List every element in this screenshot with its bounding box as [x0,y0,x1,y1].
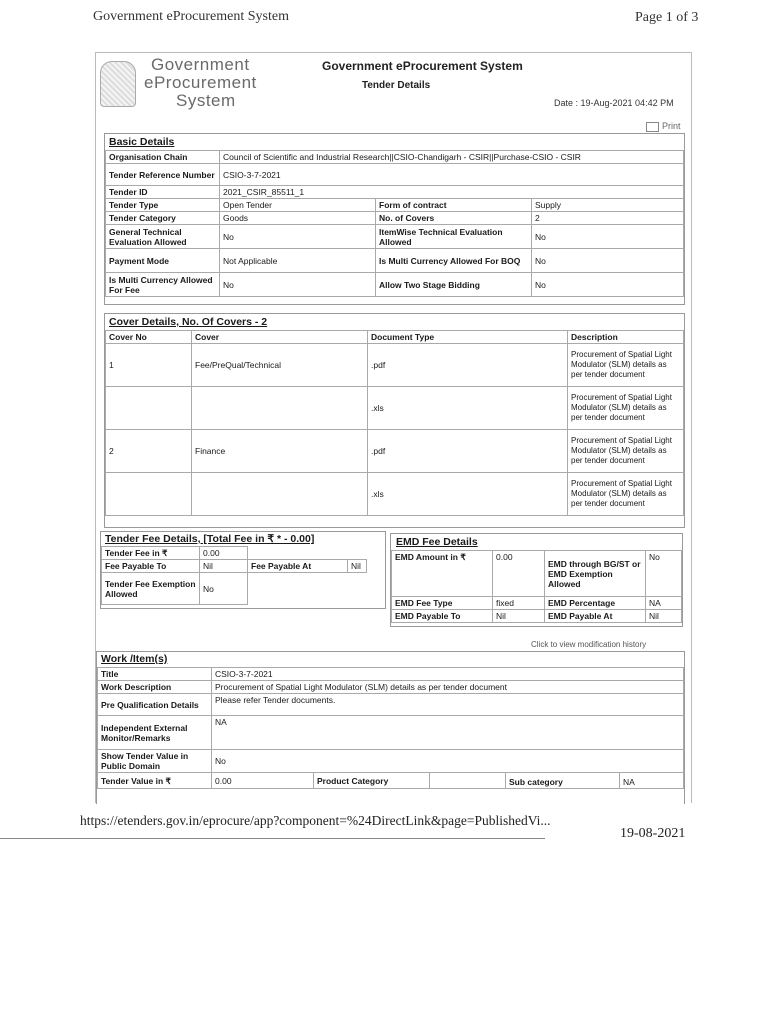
detail-value: Goods [220,212,376,225]
sub-category-value: NA [620,773,684,789]
cover-name: Fee/PreQual/Technical [192,344,368,387]
emd-fee-type-label: EMD Fee Type [392,597,493,610]
emd-amount-value: 0.00 [493,551,545,597]
independent-monitor-label: Independent External Monitor/Remarks [98,716,212,750]
emblem-icon [100,61,136,107]
detail-label: No. of Covers [376,212,532,225]
fee-payable-to-label: Fee Payable To [102,560,200,573]
emd-through-label: EMD through BG/ST or EMD Exemption Allowed [545,551,646,597]
tender-ref-value: CSIO-3-7-2021 [220,164,684,186]
table-row [106,344,684,387]
work-items-table [97,667,684,789]
printer-icon [646,122,659,132]
cover-description: Procurement of Spatial Light Modulator (SLM) details as per tender document [568,387,684,430]
detail-value: No [532,225,684,249]
detail-label: Form of contract [376,199,532,212]
detail-label: General Technical Evaluation Allowed [106,225,220,249]
document-type: .pdf [368,344,568,387]
logo-line-2: eProcurement [144,73,257,92]
tender-ref-label: Tender Reference Number [106,164,220,186]
page-number: Page 1 of 3 [635,10,699,25]
emd-percentage-value: NA [646,597,682,610]
cover-no: 1 [106,344,192,387]
cover-details-table [105,330,684,516]
show-tender-value-value: No [212,750,684,773]
cover-no [106,387,192,430]
tender-details-sheet [95,52,692,803]
detail-value: Open Tender [220,199,376,212]
print-label: Print [662,121,681,131]
work-title-label: Title [98,668,212,681]
detail-value: No [532,249,684,273]
detail-label: Tender Category [106,212,220,225]
document-type: .xls [368,473,568,516]
cover-no: 2 [106,430,192,473]
emd-percentage-label: EMD Percentage [545,597,646,610]
tender-id-label: Tender ID [106,186,220,199]
cover-description: Procurement of Spatial Light Modulator (SLM) details as per tender document [568,473,684,516]
product-category-value [430,773,506,789]
emd-amount-label: EMD Amount in ₹ [392,551,493,597]
logo-line-3: System [176,91,236,110]
table-row [106,473,684,516]
emd-through-value: No [646,551,682,597]
report-date: Date : 19-Aug-2021 04:42 PM [554,98,674,108]
fee-payable-to-value: Nil [200,560,248,573]
col-header-cover-no: Cover No [106,331,192,344]
org-chain-value: Council of Scientific and Industrial Research||CSIO-Chandigarh - CSIR||Purchase-CSIO - CSIR [220,151,684,164]
pre-qualification-label: Pre Qualification Details [98,694,212,716]
tender-fee-label: Tender Fee in ₹ [102,547,200,560]
detail-value: No [532,273,684,297]
work-items-title: Work /Item(s) [101,653,168,665]
cover-name [192,387,368,430]
cover-no [106,473,192,516]
emd-payable-at-value: Nil [646,610,682,623]
browser-header-title: Government eProcurement System [93,9,289,24]
cover-name [192,473,368,516]
product-category-label: Product Category [314,773,430,789]
print-button[interactable] [646,121,681,132]
detail-label: Payment Mode [106,249,220,273]
tender-fee-value: 0.00 [200,547,248,560]
table-row [106,430,684,473]
tender-fee-title: Tender Fee Details, [Total Fee in ₹ * - 0.00] [105,533,315,545]
fee-exemption-value: No [200,573,248,605]
fee-payable-at-label: Fee Payable At [248,560,348,573]
detail-value: Not Applicable [220,249,376,273]
detail-label: ItemWise Technical Evaluation Allowed [376,225,532,249]
tender-value-value: 0.00 [212,773,314,789]
detail-label: Allow Two Stage Bidding [376,273,532,297]
page-subtitle: Tender Details [362,80,431,91]
col-header-cover: Cover [192,331,368,344]
detail-value: No [220,273,376,297]
emd-payable-to-label: EMD Payable To [392,610,493,623]
modification-history-link[interactable]: Click to view modification history [531,640,647,649]
table-row [106,387,684,430]
col-header-description: Description [568,331,684,344]
emd-payable-to-value: Nil [493,610,545,623]
emd-fee-type-value: fixed [493,597,545,610]
tender-fee-table [101,546,367,605]
cover-description: Procurement of Spatial Light Modulator (SLM) details as per tender document [568,344,684,387]
fee-payable-at-value: Nil [348,560,367,573]
footer-url: https://etenders.gov.in/eprocure/app?component=%24DirectLink&page=PublishedVi... [80,813,551,828]
document-type: .xls [368,387,568,430]
detail-value: Supply [532,199,684,212]
logo-line-1: Government [151,55,250,74]
footer-divider [0,838,545,839]
independent-monitor-value: NA [212,716,684,750]
pre-qualification-value: Please refer Tender documents. [212,694,684,716]
emd-fee-table [391,550,682,623]
tender-id-value: 2021_CSIR_85511_1 [220,186,684,199]
basic-details-title: Basic Details [109,136,175,148]
emd-fee-title: EMD Fee Details [396,536,478,548]
work-title-value: CSIO-3-7-2021 [212,668,684,681]
system-title: Government eProcurement System [322,59,523,73]
col-header-document-type: Document Type [368,331,568,344]
work-description-label: Work Description [98,681,212,694]
detail-label: Is Multi Currency Allowed For Fee [106,273,220,297]
basic-details-table [105,150,684,297]
footer-date: 19-08-2021 [620,826,686,841]
show-tender-value-label: Show Tender Value in Public Domain [98,750,212,773]
detail-value: No [220,225,376,249]
detail-label: Tender Type [106,199,220,212]
cover-description: Procurement of Spatial Light Modulator (SLM) details as per tender document [568,430,684,473]
fee-exemption-label: Tender Fee Exemption Allowed [102,573,200,605]
sub-category-label: Sub category [506,773,620,789]
emd-payable-at-label: EMD Payable At [545,610,646,623]
cover-details-title: Cover Details, No. Of Covers - 2 [109,316,268,328]
work-description-value: Procurement of Spatial Light Modulator (SLM) details as per tender document [212,681,684,694]
org-chain-label: Organisation Chain [106,151,220,164]
cover-name: Finance [192,430,368,473]
detail-label: Is Multi Currency Allowed For BOQ [376,249,532,273]
detail-value: 2 [532,212,684,225]
document-type: .pdf [368,430,568,473]
tender-value-label: Tender Value in ₹ [98,773,212,789]
